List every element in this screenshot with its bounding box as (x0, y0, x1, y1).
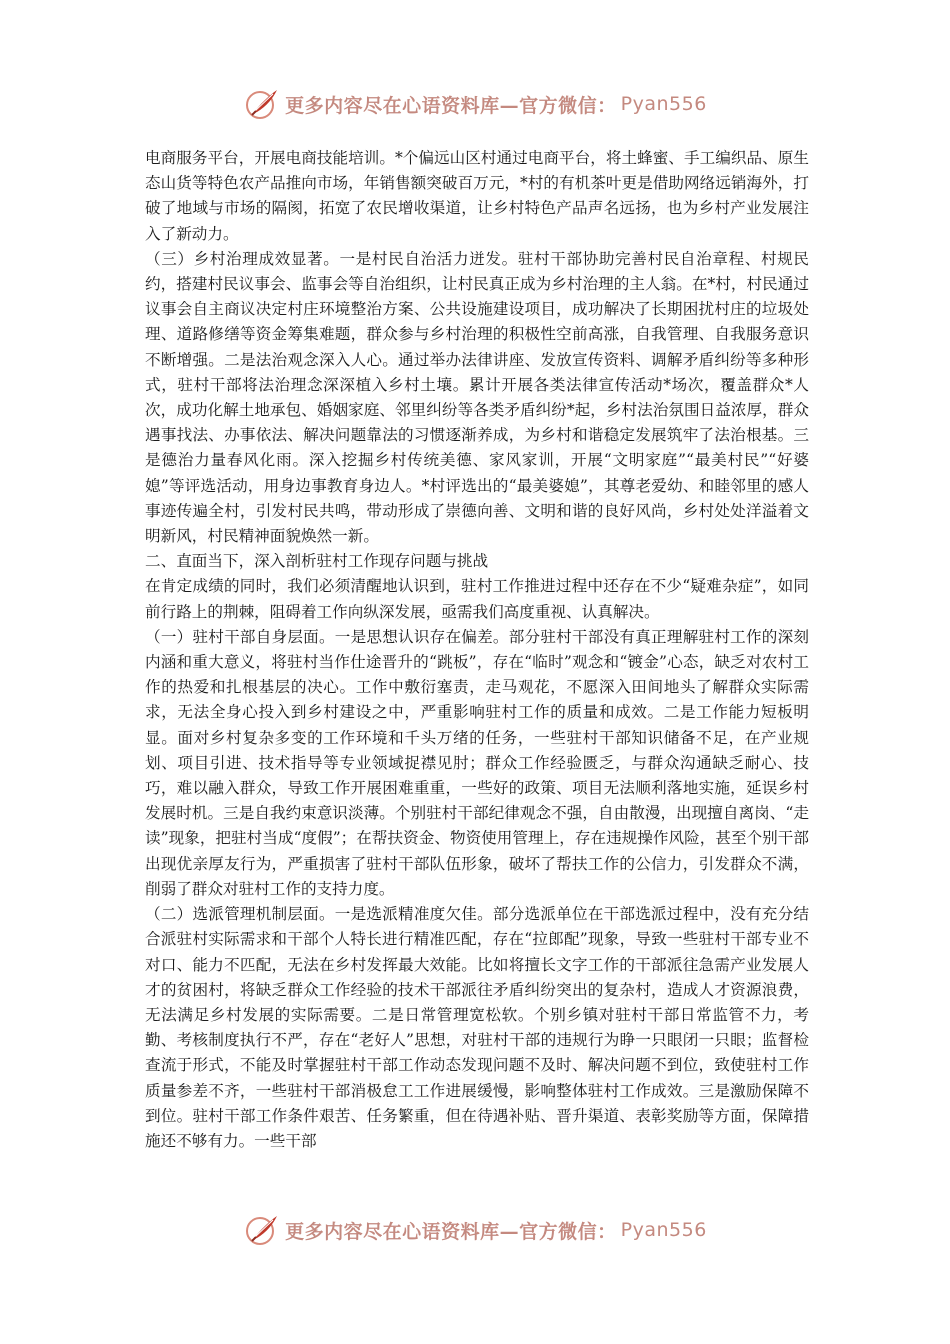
watermark-header (0, 84, 950, 124)
document-body (145, 146, 809, 1154)
paragraph: （二）选派管理机制层面。一是选派精准度欠佳。部分选派单位在干部选派过程中，没有充分结合派驻村实际需求和干部个人特长进行精准匹配，存在“拉郎配”现象，导致一些驻村干部专业不对口、能力不匹配，无法在乡村发挥最大效能。比如将擅长文字工作的干部派往急需产业发展人才的贫困村，将缺乏群众工作经验的技术干部派往矛盾纠纷突出的复杂村，造成人才资源浪费，无法满足乡村发展的实际需要。二是日常管理宽松软。个别乡镇对驻村干部日常监管不力，考勤、考核制度执行不严，存在“老好人”思想，对驻村干部的违规行为睁一只眼闭一只眼；监督检查流于形式，不能及时掌握驻村干部工作动态发现问题不及时、解决问题不到位，致使驻村工作质量参差不齐，一些驻村干部消极怠工工作进展缓慢，影响整体驻村工作成效。三是激励保障不到位。驻村干部工作条件艰苦、任务繁重，但在待遇补贴、晋升渠道、表彰奖励等方面，保障措施还不够有力。一些干部 (145, 905, 809, 1150)
paragraph: 在肯定成绩的同时，我们必须清醒地认识到，驻村工作推进过程中还存在不少“疑难杂症”，如同前行路上的荆棘，阻碍着工作向纵深发展，亟需我们高度重视、认真解决。 (145, 577, 809, 621)
watermark-wechat-id: Pyan556 (620, 93, 707, 115)
paragraph: （三）乡村治理成效显著。一是村民自治活力迸发。驻村干部协助完善村民自治章程、村规民约，搭建村民议事会、监事会等自治组织，让村民真正成为乡村治理的主人翁。在*村，村民通过议事会自主商议决定村庄环境整治方案、公共设施建设项目，成功解决了长期困扰村庄的垃圾处理、道路修缮等资金筹集难题，群众参与乡村治理的积极性空前高涨，自我管理、自我服务意识不断增强。二是法治观念深入人心。通过举办法律讲座、发放宣传资料、调解矛盾纠纷等多种形式，驻村干部将法治理念深深植入乡村土壤。累计开展各类法律宣传活动*场次，覆盖群众*人次，成功化解土地承包、婚姻家庭、邻里纠纷等各类矛盾纠纷*起，乡村法治氛围日益浓厚，群众遇事找法、办事依法、解决问题靠法的习惯逐渐养成，为乡村和谐稳定发展筑牢了法治根基。三是德治力量春风化雨。深入挖掘乡村传统美德、家风家训，开展“文明家庭”“最美村民”“好婆媳”等评选活动，用身边事教育身边人。*村评选出的“最美婆媳”，其尊老爱幼、和睦邻里的感人事迹传遍全村，引发村民共鸣，带动形成了崇德向善、文明和谐的良好风尚，乡村处处洋溢着文明新风，村民精神面貌焕然一新。 (145, 249, 809, 546)
watermark-footer (0, 1210, 950, 1250)
watermark-wechat-id: Pyan556 (620, 1219, 707, 1241)
paragraph: 电商服务平台，开展电商技能培训。*个偏远山区村通过电商平台，将土蜂蜜、手工编织品、原生态山货等特色农产品推向市场，年销售额突破百万元，*村的有机茶叶更是借助网络远销海外，打破了地域与市场的隔阂，拓宽了农民增收渠道，让乡村特色产品声名远扬，也为乡村产业发展注入了新动力。 (145, 149, 809, 243)
section-heading: 二、直面当下，深入剖析驻村工作现存问题与挑战 (145, 552, 489, 571)
watermark-text: 更多内容尽在心语资料库—官方微信： (285, 94, 617, 117)
quill-logo-icon (243, 86, 281, 122)
quill-logo-icon (243, 1212, 281, 1248)
watermark-text: 更多内容尽在心语资料库—官方微信： (285, 1220, 617, 1243)
paragraph: （一）驻村干部自身层面。一是思想认识存在偏差。部分驻村干部没有真正理解驻村工作的深刻内涵和重大意义，将驻村当作仕途晋升的“跳板”，存在“临时”观念和“镀金”心态，缺乏对农村工作的热爱和扎根基层的决心。工作中敷衍塞责，走马观花，不愿深入田间地头了解群众实际需求，无法全身心投入到乡村建设之中，严重影响驻村工作的质量和成效。二是工作能力短板明显。面对乡村复杂多变的工作环境和千头万绪的任务，一些驻村干部知识储备不足，在产业规划、项目引进、技术指导等专业领域捉襟见肘；群众工作经验匮乏，与群众沟通缺乏耐心、技巧，难以融入群众，导致工作开展困难重重，一些好的政策、项目无法顺利落地实施，延误乡村发展时机。三是自我约束意识淡薄。个别驻村干部纪律观念不强，自由散漫，出现擅自离岗、“走读”现象，把驻村当成“度假”；在帮扶资金、物资使用管理上，存在违规操作风险，甚至个别干部出现优亲厚友行为，严重损害了驻村干部队伍形象，破坏了帮扶工作的公信力，引发群众不满，削弱了群众对驻村工作的支持力度。 (145, 627, 809, 898)
